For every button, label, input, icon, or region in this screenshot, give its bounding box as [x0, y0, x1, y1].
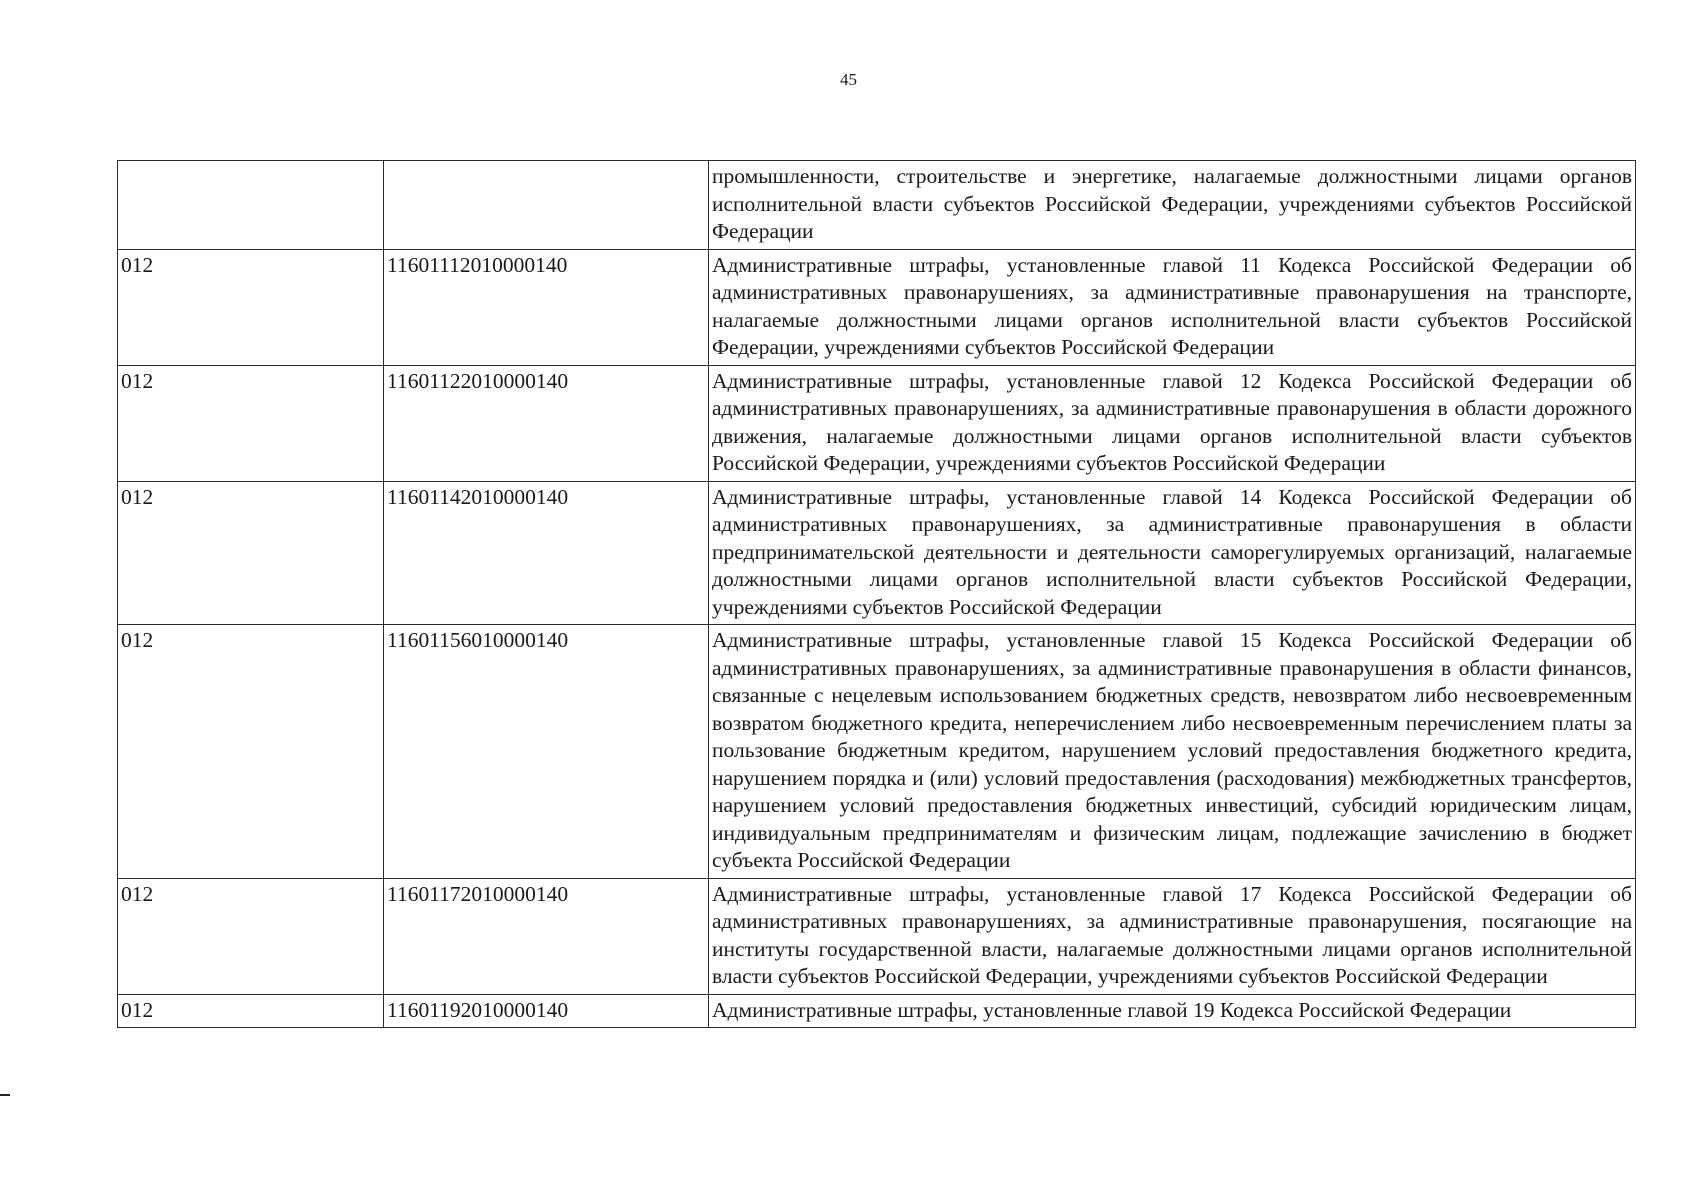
table-row	[118, 365, 1636, 481]
kbk-code-cell: 11601142010000140	[384, 481, 709, 625]
description-cell: Административные штрафы, установленные главой 11 Кодекса Российской Федерации об административных правонарушениях, за административные правонарушения на транспорте, налагаемые должностными лицами органов исполнительной власти субъектов Российской Федерации, учреждениями субъектов Российской Федерации	[709, 249, 1636, 365]
admin-code-cell: 012	[118, 625, 384, 879]
admin-code-cell: 012	[118, 249, 384, 365]
kbk-code-cell: 11601192010000140	[384, 994, 709, 1028]
description-cell: Административные штрафы, установленные главой 12 Кодекса Российской Федерации об административных правонарушениях, за административные правонарушения в области дорожного движения, налагаемые должностными лицами органов исполнительной власти субъектов Российской Федерации, учреждениями субъектов Российской Федерации	[709, 365, 1636, 481]
admin-code-cell: 012	[118, 481, 384, 625]
kbk-code-cell: 11601122010000140	[384, 365, 709, 481]
description-cell: Административные штрафы, установленные главой 14 Кодекса Российской Федерации об административных правонарушениях, за административные правонарушения в области предпринимательской деятельности и деятельности саморегулируемых организаций, налагаемые должностными лицами органов исполнительной власти субъектов Российской Федерации, учреждениями субъектов Российской Федерации	[709, 481, 1636, 625]
table-row	[118, 878, 1636, 994]
kbk-code-cell	[384, 161, 709, 250]
table-row	[118, 249, 1636, 365]
kbk-code-cell: 11601172010000140	[384, 878, 709, 994]
table-row	[118, 994, 1636, 1028]
margin-mark	[0, 1094, 10, 1096]
description-cell: Административные штрафы, установленные главой 19 Кодекса Российской Федерации	[709, 994, 1636, 1028]
budget-classification-table	[117, 160, 1636, 1028]
description-cell: Административные штрафы, установленные главой 17 Кодекса Российской Федерации об административных правонарушениях, за административные правонарушения, посягающие на институты государственной власти, налагаемые должностными лицами органов исполнительной власти субъектов Российской Федерации, учреждениями субъектов Российской Федерации	[709, 878, 1636, 994]
table-row	[118, 481, 1636, 625]
admin-code-cell: 012	[118, 994, 384, 1028]
table-row	[118, 625, 1636, 879]
page-number: 45	[840, 70, 857, 89]
admin-code-cell	[118, 161, 384, 250]
kbk-code-cell: 11601112010000140	[384, 249, 709, 365]
description-cell: Административные штрафы, установленные главой 15 Кодекса Российской Федерации об административных правонарушениях, за административные правонарушения в области финансов, связанные с нецелевым использованием бюджетных средств, невозвратом либо несвоевременным возвратом бюджетного кредита, неперечислением либо несвоевременным перечислением платы за пользование бюджетным кредитом, нарушением условий предоставления бюджетного кредита, нарушением порядка и (или) условий предоставления (расходования) межбюджетных трансфертов, нарушением условий предоставления бюджетных инвестиций, субсидий юридическим лицам, индивидуальным предпринимателям и физическим лицам, подлежащие зачислению в бюджет субъекта Российской Федерации	[709, 625, 1636, 879]
admin-code-cell: 012	[118, 365, 384, 481]
admin-code-cell: 012	[118, 878, 384, 994]
description-cell: промышленности, строительстве и энергетике, налагаемые должностными лицами органов исполнительной власти субъектов Российской Федерации, учреждениями субъектов Российской Федерации	[709, 161, 1636, 250]
kbk-code-cell: 11601156010000140	[384, 625, 709, 879]
table-row	[118, 161, 1636, 250]
